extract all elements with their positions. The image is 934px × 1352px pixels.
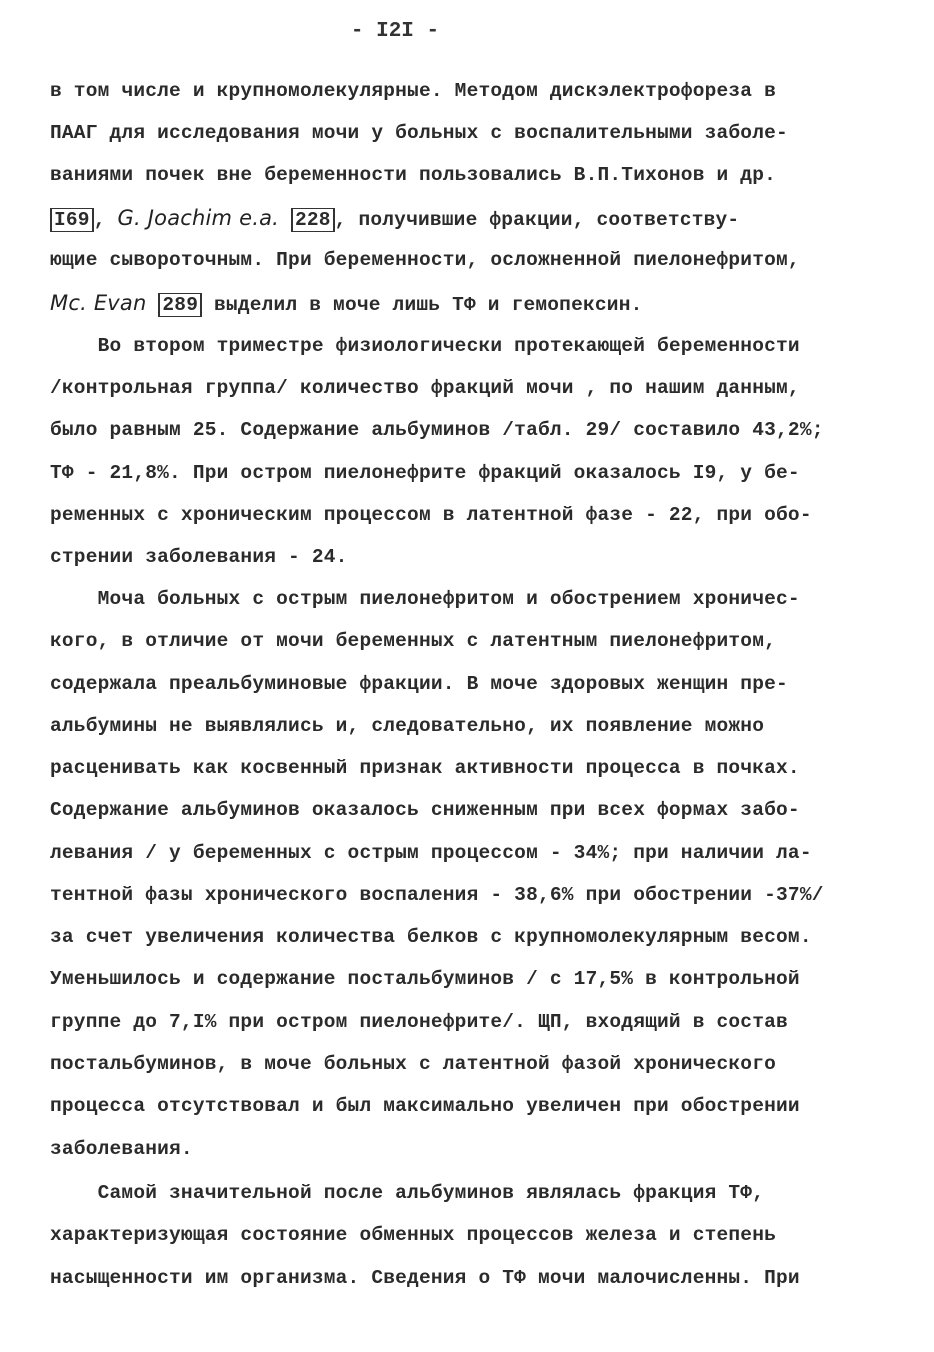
text-line: расценивать как косвенный признак активности процесса в почках. [50,757,800,779]
text-line: за счет увеличения количества белков с крупномолекулярным весом. [50,926,812,948]
text-line: ПААГ для исследования мочи у больных с воспалительными заболе- [50,122,788,144]
text-line: постальбуминов, в моче больных с латентной фазой хронического [50,1053,777,1075]
text-segment [279,209,291,231]
text-line: Самой значительной после альбуминов являлась фракция ТФ, [50,1182,765,1204]
text-line: насыщенности им организма. Сведения о ТФ мочи малочисленны. При [50,1267,800,1289]
author-citation: Mc. Evan [50,291,147,315]
reference-bracket: I69 [50,208,94,232]
text-segment [147,294,159,316]
text-line: Уменьшилось и содержание постальбуминов / с 17,5% в контрольной [50,968,800,990]
text-line: ющие сывороточным. При беременности, осложненной пиелонефритом, [50,249,800,271]
reference-bracket: 228 [291,208,335,232]
text-segment: выделил в моче лишь ТФ и гемопексин. [202,294,643,316]
text-line: Во втором триместре физиологически протекающей беременности [50,335,800,357]
text-line: в том числе и крупномолекулярные. Методом дискэлектрофореза в [50,80,777,102]
text-line: характеризующая состояние обменных процессов железа и степень [50,1224,777,1246]
text-segment: , получившие фракции, соответству- [334,209,740,231]
text-line: ваниями почек вне беременности пользовались В.П.Тихонов и др. [50,164,777,186]
text-line: левания / у беременных с острым процессом - 34%; при наличии ла- [50,842,812,864]
text-line: /контрольная группа/ количество фракций мочи , по нашим данным, [50,377,800,399]
text-line: содержала преальбуминовые фракции. В моче здоровых женщин пре- [50,673,788,695]
text-line: группе до 7,I% при остром пиелонефрите/. ЩП, входящий в состав [50,1011,788,1033]
text-line: тентной фазы хронического воспаления - 38,6% при обострении -37%/ [50,884,824,906]
text-line: кого, в отличие от мочи беременных с латентным пиелонефритом, [50,630,777,652]
text-line: ременных с хроническим процессом в латентной фазе - 22, при обо- [50,504,812,526]
text-line: стрении заболевания - 24. [50,546,348,568]
text-line [50,205,739,233]
text-line: было равным 25. Содержание альбуминов /табл. 29/ составило 43,2%; [50,419,824,441]
text-line: процесса отсутствовал и был максимально увеличен при обострении [50,1095,800,1117]
text-line: Моча больных с острым пиелонефритом и обострением хроничес- [50,588,800,610]
text-line [50,290,643,318]
text-segment: , [93,209,118,231]
reference-bracket: 289 [158,293,202,317]
text-line: заболевания. [50,1138,193,1160]
page-number: - I2I - [350,20,440,43]
text-line: альбумины не выявлялись и, следовательно, их появление можно [50,715,765,737]
text-line: Содержание альбуминов оказалось сниженным при всех формах забо- [50,799,800,821]
text-line: ТФ - 21,8%. При остром пиелонефрите фракций оказалось I9, у бе- [50,462,800,484]
author-citation: G. Joachim e.a. [117,206,280,230]
